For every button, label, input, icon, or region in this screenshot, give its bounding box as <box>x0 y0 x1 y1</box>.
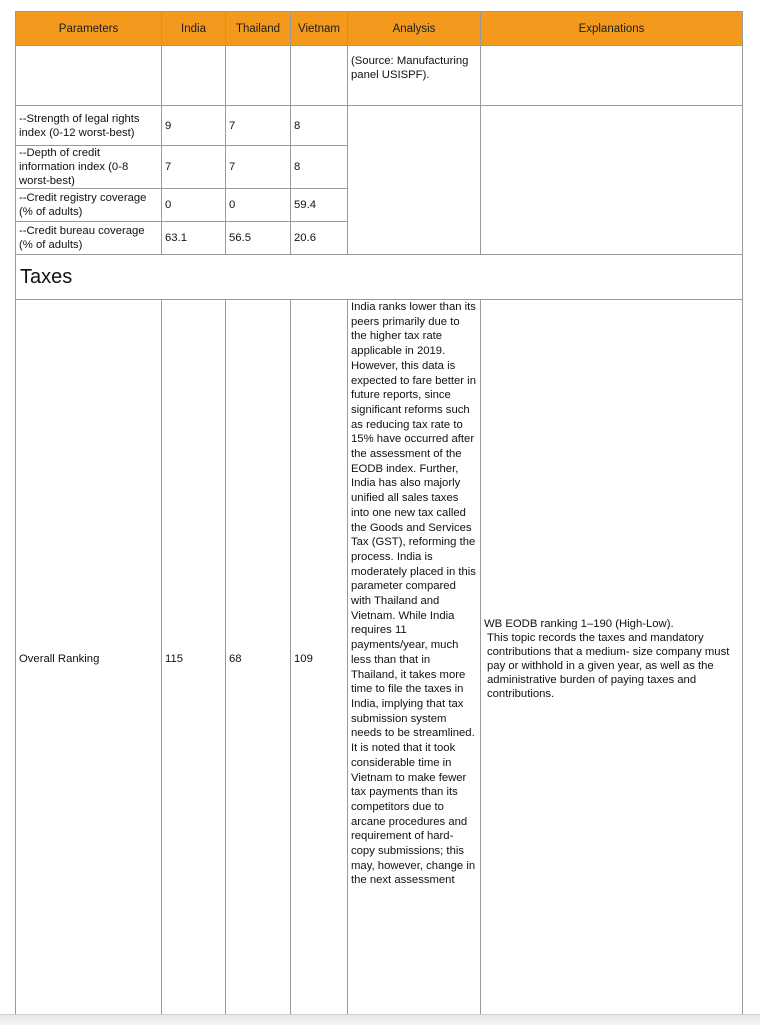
row-thailand: 56.5 <box>226 222 291 255</box>
source-note: (Source: Manufacturing panel USISPF). <box>348 46 481 106</box>
overall-ranking-row <box>16 300 743 1018</box>
taxes-explanation <box>481 300 743 1018</box>
row-parameter: --Credit bureau coverage (% of adults) <box>16 222 162 255</box>
table-cell <box>481 46 743 106</box>
row-vietnam: 59.4 <box>291 189 348 222</box>
source-row <box>16 46 743 106</box>
row-thailand: 7 <box>226 146 291 189</box>
section-title: Taxes <box>16 255 743 300</box>
header-india: India <box>162 12 226 46</box>
taxes-analysis: India ranks lower than its peers primarily due to the higher tax rate applicable in 2019. However, this data is expected to fare better in future reports, since significant reforms such as reducing tax rate to 15% have occurred after the assessment of the EODB index. Further, India has also majorly unified all sales taxes into one new tax called the Goods and Services Tax (GST), reforming the process. India is moderately placed in this parameter compared with Thailand and Vietnam. While India requires 11 payments/year, much less than that in Thailand, it takes more time to file the taxes in India, implying that tax submission system needs to be streamlined. It is noted that it took considerable time in Vietnam to make fewer tax payments than its competitors due to arcane procedures and requirement of hard-copy submissions; this may, however, change in the next assessment <box>348 300 481 1018</box>
header-analysis: Analysis <box>348 12 481 46</box>
header-parameters: Parameters <box>16 12 162 46</box>
row-india: 115 <box>162 300 226 1018</box>
header-explanations: Explanations <box>481 12 743 46</box>
table-cell <box>226 46 291 106</box>
header-row <box>16 12 743 46</box>
table-cell <box>291 46 348 106</box>
row-parameter: --Strength of legal rights index (0-12 worst-best) <box>16 106 162 146</box>
row-vietnam: 109 <box>291 300 348 1018</box>
row-india: 0 <box>162 189 226 222</box>
table-cell <box>162 46 226 106</box>
header-vietnam: Vietnam <box>291 12 348 46</box>
row-parameter: --Credit registry coverage (% of adults) <box>16 189 162 222</box>
page-bottom-edge <box>0 1014 760 1025</box>
row-vietnam: 20.6 <box>291 222 348 255</box>
row-thailand: 0 <box>226 189 291 222</box>
credit-explanation-cell <box>481 106 743 255</box>
header-thailand: Thailand <box>226 12 291 46</box>
section-row <box>16 255 743 300</box>
row-india: 63.1 <box>162 222 226 255</box>
row-vietnam: 8 <box>291 146 348 189</box>
row-parameter: --Depth of credit information index (0-8 worst-best) <box>16 146 162 189</box>
explanation-line: This topic records the taxes and mandatory contributions that a medium- size company must pay or withhold in a given year, as well as the administrative burden of paying taxes and contributions. <box>487 631 730 700</box>
row-thailand: 68 <box>226 300 291 1018</box>
credit-analysis-cell <box>348 106 481 255</box>
data-table <box>15 11 743 1018</box>
explanation-line: WB EODB ranking 1–190 (High-Low). <box>484 617 674 630</box>
row-india: 9 <box>162 106 226 146</box>
row-india: 7 <box>162 146 226 189</box>
table-row <box>16 106 743 146</box>
row-parameter: Overall Ranking <box>16 300 162 1018</box>
table-cell <box>16 46 162 106</box>
row-vietnam: 8 <box>291 106 348 146</box>
row-thailand: 7 <box>226 106 291 146</box>
